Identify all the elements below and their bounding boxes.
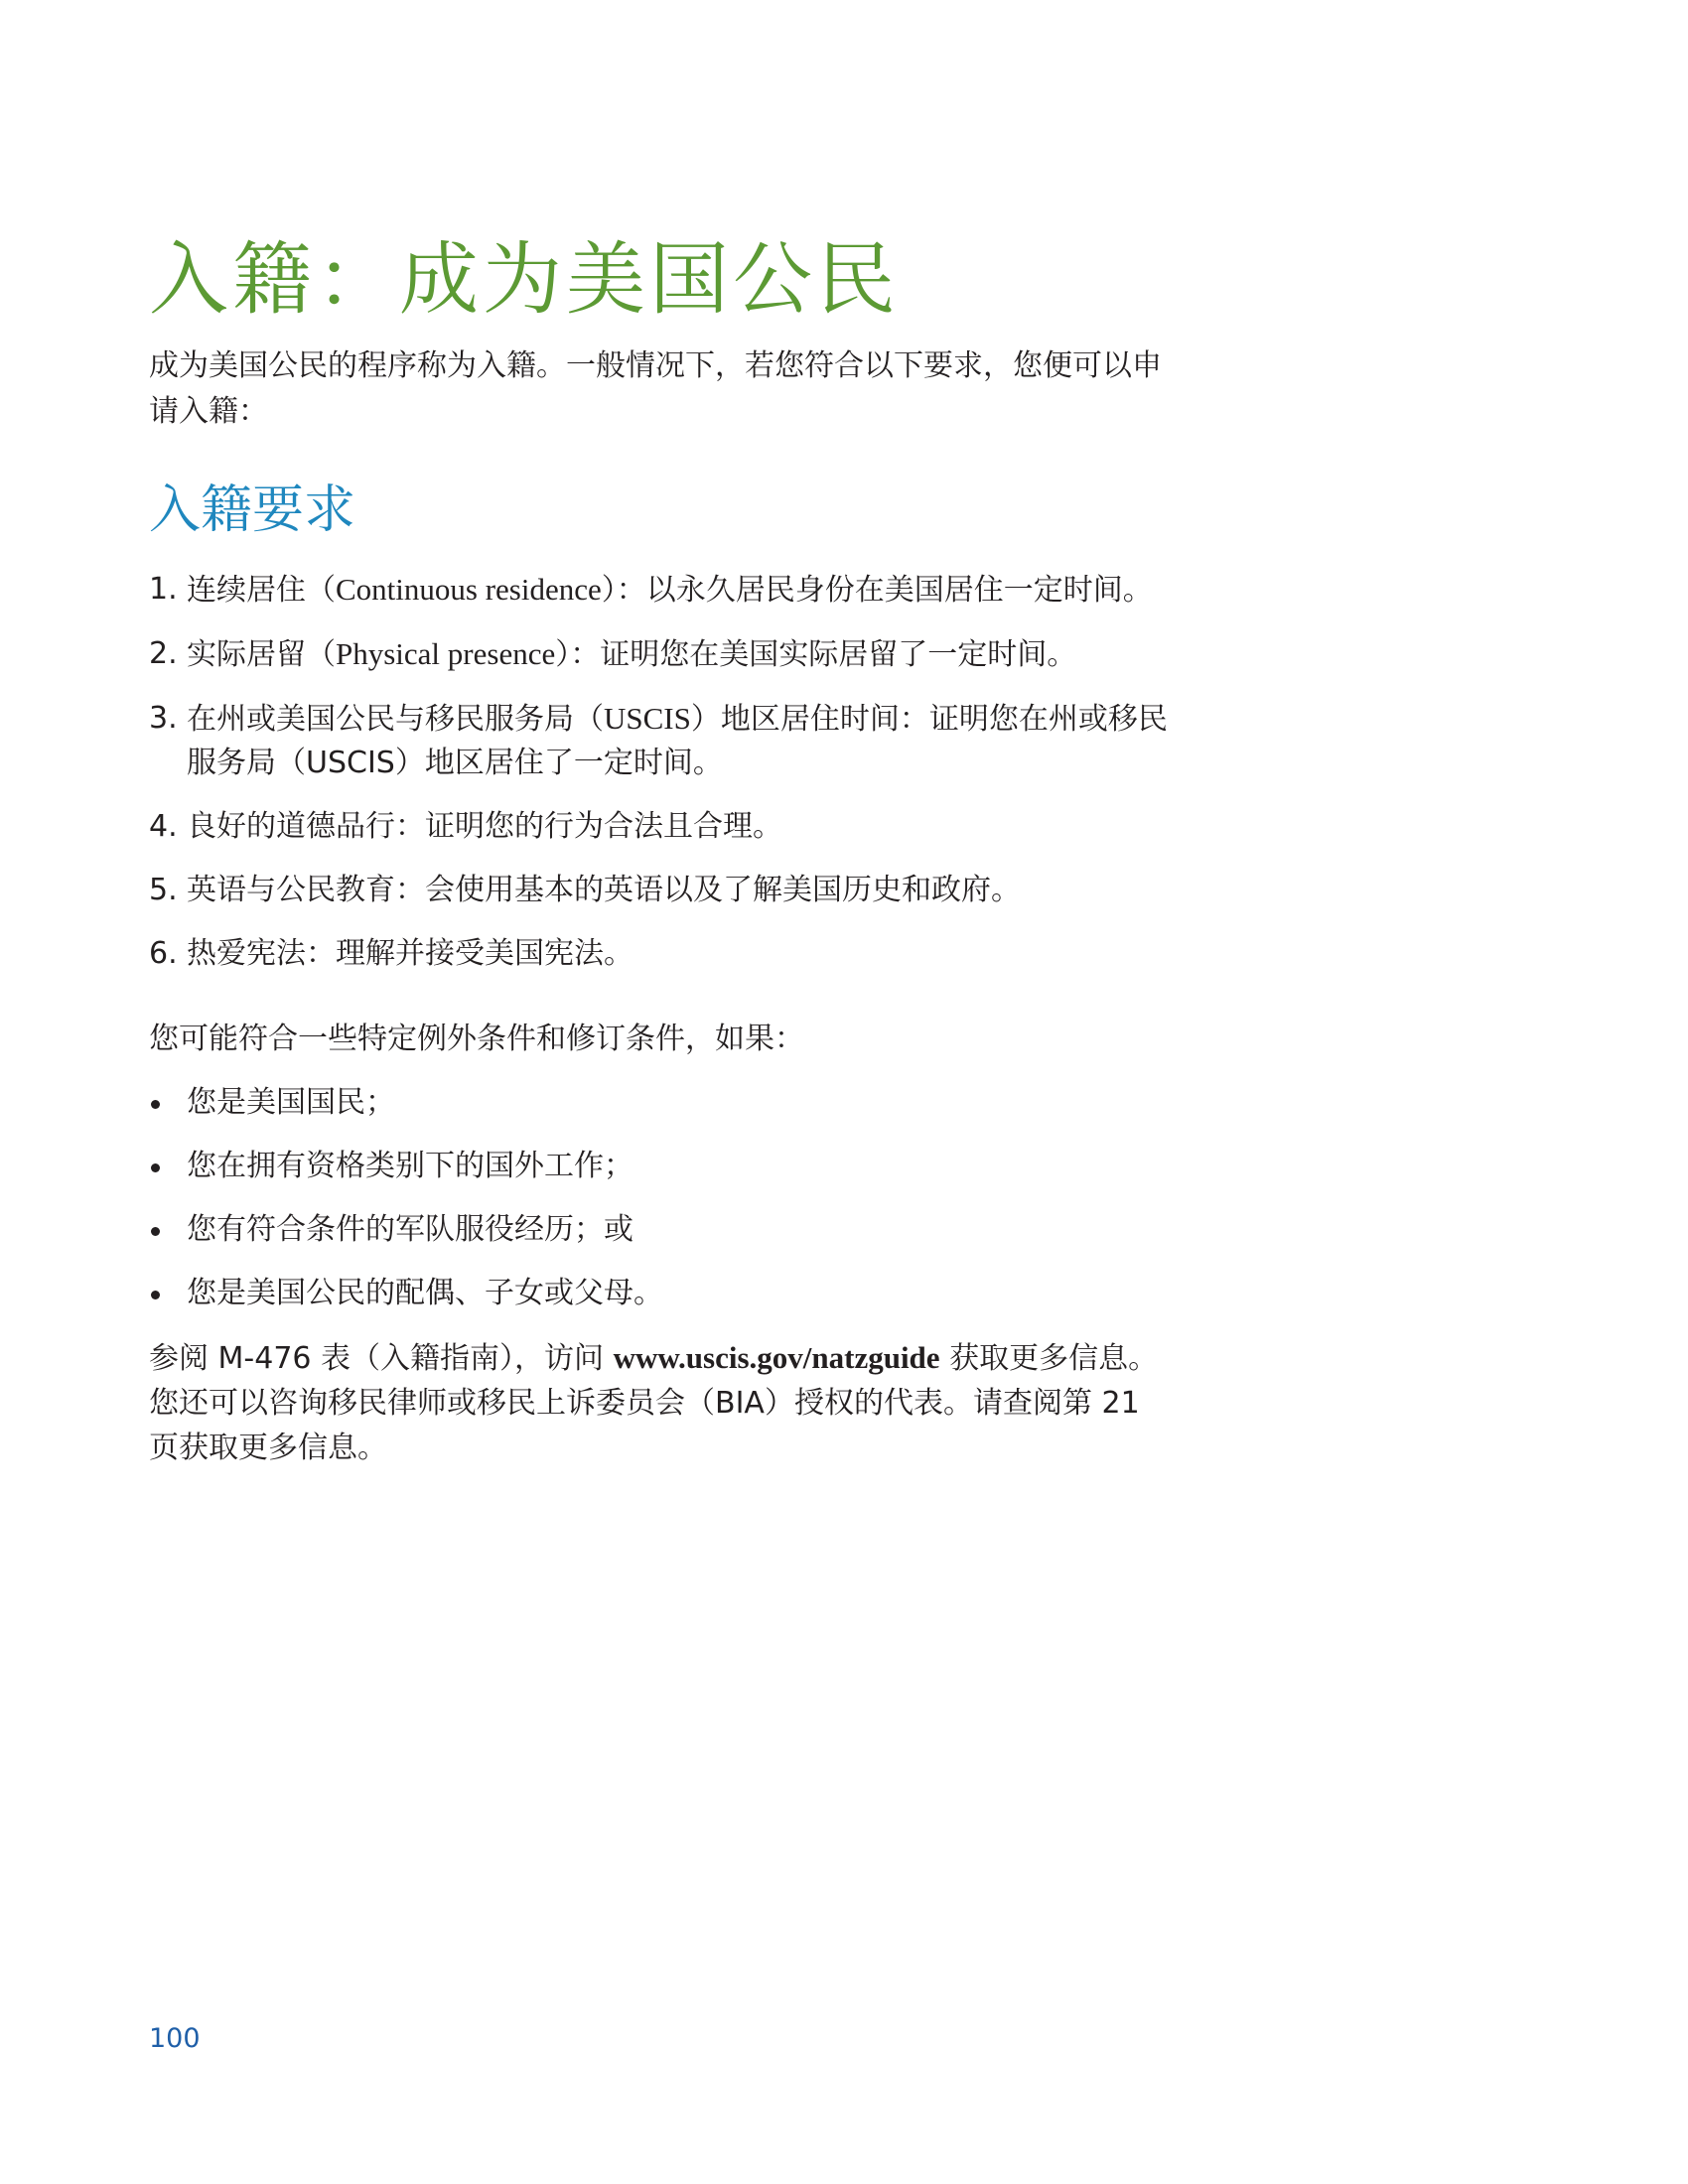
requirement-text: 良好的道德品行：证明您的行为合法且合理。 — [187, 809, 782, 844]
exception-text: 您在拥有资格类别下的国外工作； — [187, 1149, 633, 1183]
exceptions-intro: 您可能符合一些特定例外条件和修订条件，如果： — [149, 1022, 804, 1056]
requirement-text: ）地区居住时间：证明您在州或移民服务局（USCIS）地区居住了一定时间。 — [187, 702, 1168, 780]
exceptions-list — [149, 1081, 1172, 1315]
requirement-term: Continuous residence — [336, 572, 602, 607]
bullet-icon — [151, 1227, 160, 1236]
page-title: 入籍：成为美国公民 — [149, 233, 900, 326]
closing-text: 参阅 M-476 表（入籍指南），访问 — [149, 1341, 614, 1376]
exception-item — [149, 1145, 1172, 1188]
natzguide-link[interactable]: www.uscis.gov/natzguide — [613, 1340, 940, 1375]
requirement-number: 5. — [149, 873, 178, 907]
requirement-term: USCIS — [604, 701, 691, 736]
requirement-number: 3. — [149, 701, 178, 736]
requirement-text: 连续居住（ — [187, 573, 336, 608]
requirements-list — [149, 568, 1172, 976]
exception-text: 您有符合条件的军队服役经历；或 — [187, 1212, 633, 1247]
intro-paragraph: 成为美国公民的程序称为入籍。一般情况下，若您符合以下要求，您便可以申请入籍： — [149, 348, 1162, 429]
bullet-icon — [151, 1163, 160, 1172]
requirement-item — [149, 932, 1172, 976]
requirement-text: ）：以永久居民身份在美国居住一定时间。 — [601, 573, 1153, 608]
requirements-heading: 入籍要求 — [149, 480, 356, 540]
requirement-text: 英语与公民教育：会使用基本的英语以及了解美国历史和政府。 — [187, 873, 1021, 907]
exception-item — [149, 1081, 1172, 1125]
requirement-number: 6. — [149, 936, 178, 971]
page-content — [149, 230, 1172, 1470]
requirement-item — [149, 632, 1172, 677]
exception-item — [149, 1272, 1172, 1315]
requirement-number: 4. — [149, 809, 178, 844]
page-number: 100 — [149, 2023, 201, 2054]
exception-item — [149, 1208, 1172, 1252]
requirement-text: 实际居留（ — [187, 637, 336, 672]
closing-paragraph — [149, 1335, 1172, 1470]
requirement-term: Physical presence — [336, 636, 556, 671]
requirement-text: ）：证明您在美国实际居留了一定时间。 — [555, 637, 1077, 672]
bullet-icon — [151, 1291, 160, 1299]
requirement-item — [149, 697, 1172, 785]
requirement-number: 1. — [149, 572, 178, 607]
requirement-number: 2. — [149, 636, 178, 671]
requirement-item — [149, 568, 1172, 613]
requirement-text: 热爱宪法：理解并接受美国宪法。 — [187, 936, 633, 971]
bullet-icon — [151, 1100, 160, 1109]
requirement-item — [149, 869, 1172, 912]
exception-text: 您是美国国民； — [187, 1085, 395, 1120]
requirement-text: 在州或美国公民与移民服务局（ — [187, 702, 604, 737]
closing-text: 获取更多信息。您还可以咨询移民律师或移民上诉委员会（BIA）授权的代表。请查阅第 21 页获取更多信息。 — [149, 1341, 1159, 1465]
exception-text: 您是美国公民的配偶、子女或父母。 — [187, 1276, 663, 1310]
requirement-item — [149, 805, 1172, 849]
